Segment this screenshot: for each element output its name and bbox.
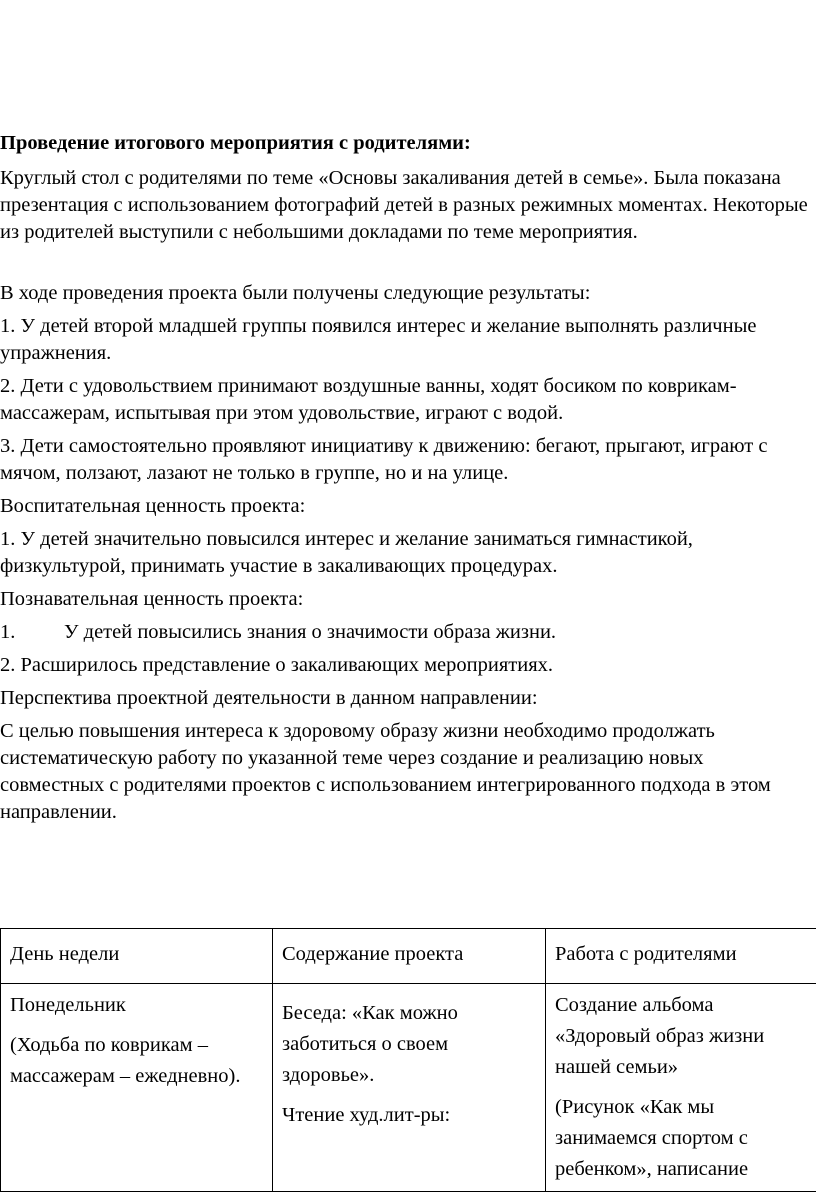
results-item: 3. Дети самостоятельно проявляют инициативу к движению: бегают, прыгают, играют с мячом, ползают, лазают не только в группе, но и на улице. [0,433,808,487]
cognitive-value-item-2: 2. Расширилось представление о закаливающих мероприятиях. [0,652,808,679]
list-number: 1. [0,619,64,646]
table-header-cell: Содержание проекта [273,929,546,984]
project-plan-table [0,928,816,1192]
intro-paragraph: Круглый стол с родителями по теме «Основы закаливания детей в семье». Была показана презентация с использованием фотографий детей в разных режимных моментах. Некоторые из родителей выступили с небольшими докладами по теме мероприятия. [0,165,808,246]
results-item: 1. У детей второй младшей группы появился интерес и желание выполнять различные упражнения. [0,313,808,367]
results-title: В ходе проведения проекта были получены следующие результаты: [0,280,808,307]
parents-activity: (Рисунок «Как мы занимаемся спортом с ребенком», написание [555,1092,808,1185]
table-cell-day [1,984,273,1192]
cognitive-value-title: Познавательная ценность проекта: [0,586,808,613]
document-body [0,130,808,826]
content-activity: Чтение худ.лит-ры: [282,1100,537,1131]
educational-value-item: 1. У детей значительно повысился интерес и желание заниматься гимнастикой, физкультурой, принимать участие в закаливающих процедурах. [0,526,808,580]
section-heading: Проведение итогового мероприятия с родителями: [0,130,808,157]
perspective-title: Перспектива проектной деятельности в данном направлении: [0,685,808,712]
table-cell-parents [546,984,816,1192]
results-item: 2. Дети с удовольствием принимают воздушные ванны, ходят босиком по коврикам-массажерам, испытывая при этом удовольствие, играют с водой. [0,373,808,427]
table-row [1,984,816,1192]
table-header-row [1,929,816,984]
parents-activity: Создание альбома «Здоровый образ жизни нашей семьи» [555,990,808,1083]
cognitive-value-item-1 [0,619,808,646]
table-header-cell: День недели [1,929,273,984]
table-cell-content [273,984,546,1192]
day-name: Понедельник [10,990,264,1021]
list-text: У детей повысились знания о значимости образа жизни. [64,621,556,643]
content-activity: Беседа: «Как можно заботиться о своем здоровье». [282,998,537,1091]
day-note: (Ходьба по коврикам – массажерам – ежедневно). [10,1030,264,1092]
perspective-text: С целью повышения интереса к здоровому образу жизни необходимо продолжать систематическую работу по указанной теме через создание и реализацию новых совместных с родителями проектов с использованием интегрированного подхода в этом направлении. [0,718,808,826]
table-header-cell: Работа с родителями [546,929,816,984]
educational-value-title: Воспитательная ценность проекта: [0,493,808,520]
